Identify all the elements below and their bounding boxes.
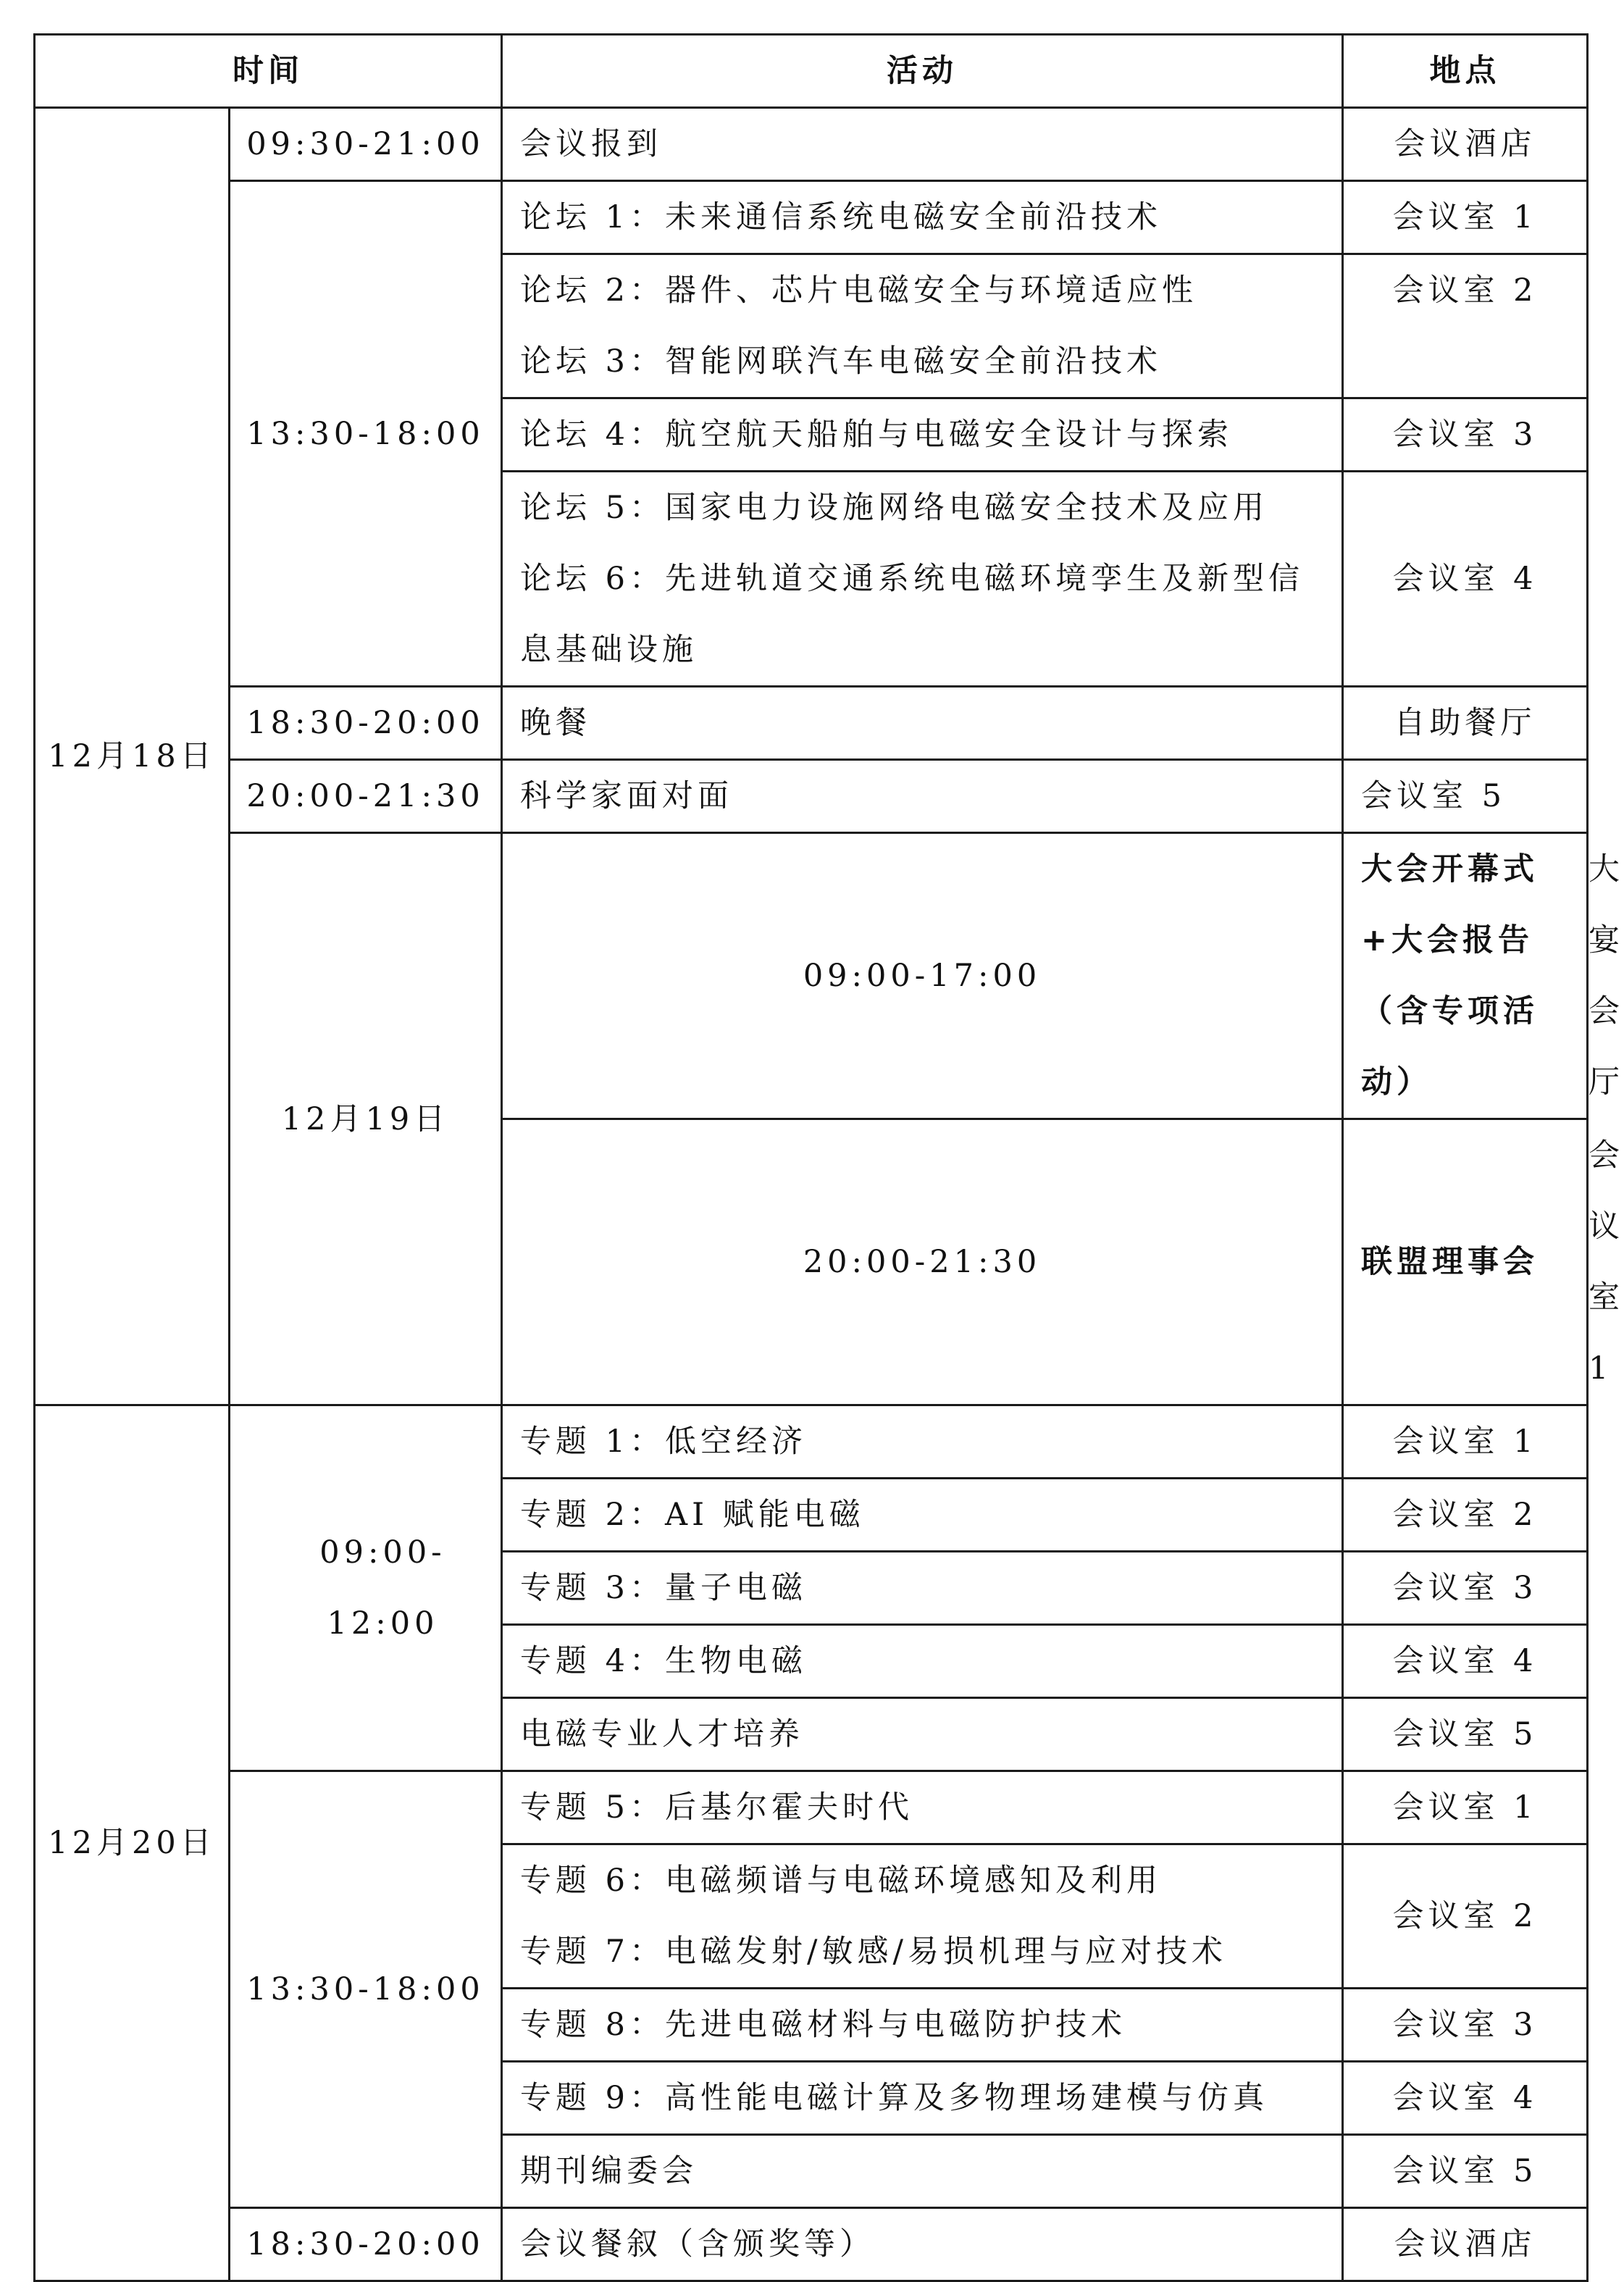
location-cell: 会议室 5 — [1343, 2135, 1588, 2208]
time-cell: 13:30-18:00 — [230, 181, 502, 687]
header-row — [35, 35, 1588, 108]
time-cell: 18:30-20:00 — [230, 2208, 502, 2281]
time-cell: 09:00-17:00 — [502, 833, 1343, 1119]
location-cell: 会议室 3 — [1343, 1552, 1588, 1625]
activity-line: 专题 7：电磁发射/敏感/易损机理与应对技术 — [520, 1934, 1228, 1970]
activity-cell — [502, 1771, 1343, 1844]
activity-line: 电磁专业人才培养 — [520, 1716, 804, 1752]
activity-cell — [502, 2208, 1343, 2281]
location-cell: 会议室 2 — [1343, 1479, 1588, 1552]
activity-cell — [502, 1698, 1343, 1771]
header-location: 地点 — [1343, 35, 1588, 108]
activity-cell — [502, 398, 1343, 472]
location-cell: 会议酒店 — [1343, 2208, 1588, 2281]
table-row: 12月19日 09:00-17:00 大会开幕式+大会报告（含专项活动） 大宴会厅 — [35, 833, 1588, 1119]
location-cell: 自助餐厅 — [1343, 687, 1588, 760]
date-cell: 12月19日 — [230, 833, 502, 1405]
time-cell: 20:00-21:30 — [502, 1119, 1343, 1405]
location-cell: 会议酒店 — [1343, 108, 1588, 181]
activity-cell — [502, 1552, 1343, 1625]
activity-line: 论坛 4：航空航天船舶与电磁安全设计与探索 — [520, 417, 1234, 453]
table-row — [35, 760, 1588, 833]
activity-cell — [502, 181, 1343, 254]
location-cell: 会议室 4 — [1343, 472, 1588, 687]
date-cell: 12月20日 — [35, 1405, 230, 2281]
activity-line: 会议餐叙（含颁奖等） — [520, 2226, 875, 2262]
activity-cell — [502, 1989, 1343, 2062]
location-cell: 会议室 4 — [1343, 2062, 1588, 2135]
activity-line: 专题 5：后基尔霍夫时代 — [520, 1789, 914, 1826]
activity-line: 论坛 2：器件、芯片电磁安全与环境适应性 — [520, 272, 1198, 309]
location-cell: 会议室 2 — [1343, 254, 1588, 398]
location-cell: 会议室 1 — [1343, 1405, 1588, 1479]
activity-line: 期刊编委会 — [520, 2153, 698, 2189]
location-cell: 会议室 1 — [1343, 1771, 1588, 1844]
activity-cell — [502, 472, 1343, 687]
header-activity: 活动 — [502, 35, 1343, 108]
activity-cell — [502, 254, 1343, 398]
activity-line: 论坛 1：未来通信系统电磁安全前沿技术 — [520, 199, 1163, 235]
table-row: 20:00-21:30 联盟理事会 会议室 1 — [35, 1119, 1588, 1405]
table-row — [35, 1771, 1588, 1844]
table-row — [35, 687, 1588, 760]
activity-line: 大会开幕式+大会报告（含专项活动） — [1361, 851, 1539, 1100]
header-time: 时间 — [35, 35, 502, 108]
location-cell: 会议室 5 — [1343, 1698, 1588, 1771]
activity-line: 论坛 3：智能网联汽车电磁安全前沿技术 — [520, 343, 1163, 380]
activity-line: 会议报到 — [520, 126, 662, 162]
activity-line: 联盟理事会 — [1361, 1244, 1539, 1280]
time-cell: 09:30-21:00 — [230, 108, 502, 181]
activity-cell — [502, 1844, 1343, 1989]
activity-line: 专题 2：AI 赋能电磁 — [520, 1497, 865, 1533]
activity-cell — [502, 1405, 1343, 1479]
activity-cell — [1343, 833, 1588, 1119]
time-cell: 13:30-18:00 — [230, 1771, 502, 2208]
activity-cell — [502, 2062, 1343, 2135]
activity-cell — [502, 760, 1343, 833]
activity-line: 专题 3：量子电磁 — [520, 1570, 808, 1606]
location-cell: 会议室 2 — [1343, 1844, 1588, 1989]
activity-line: 专题 9：高性能电磁计算及多物理场建模与仿真 — [520, 2080, 1269, 2116]
activity-cell — [502, 1625, 1343, 1698]
activity-cell — [502, 2135, 1343, 2208]
date-cell: 12月18日 — [35, 108, 230, 1405]
activity-line: 论坛 5：国家电力设施网络电磁安全技术及应用 — [520, 490, 1269, 526]
time-cell: 20:00-21:30 — [230, 760, 502, 833]
table-row — [35, 2208, 1588, 2281]
activity-line: 晚餐 — [520, 705, 591, 741]
activity-cell — [1343, 1119, 1588, 1405]
activity-line: 专题 1：低空经济 — [520, 1424, 808, 1460]
table-row — [35, 108, 1588, 181]
conference-schedule-table — [33, 33, 1624, 2282]
activity-cell — [502, 1479, 1343, 1552]
activity-line: 专题 6：电磁频谱与电磁环境感知及利用 — [520, 1863, 1163, 1899]
activity-line: 专题 8：先进电磁材料与电磁防护技术 — [520, 2007, 1127, 2043]
activity-line: 息基础设施 — [520, 632, 698, 668]
activity-cell — [502, 108, 1343, 181]
location-cell: 会议室 5 — [1343, 760, 1588, 833]
table-row — [35, 1405, 1588, 1479]
activity-line: 专题 4：生物电磁 — [520, 1643, 808, 1679]
activity-cell — [502, 687, 1343, 760]
time-cell: 09:00-12:00 — [230, 1405, 502, 1771]
location-cell: 会议室 3 — [1343, 1989, 1588, 2062]
location-cell: 会议室 1 — [1343, 181, 1588, 254]
table-row — [35, 181, 1588, 254]
activity-line: 科学家面对面 — [520, 778, 733, 814]
activity-line: 论坛 6：先进轨道交通系统电磁环境孪生及新型信 — [520, 561, 1305, 597]
location-cell: 会议室 3 — [1343, 398, 1588, 472]
time-cell: 18:30-20:00 — [230, 687, 502, 760]
location-cell: 会议室 4 — [1343, 1625, 1588, 1698]
